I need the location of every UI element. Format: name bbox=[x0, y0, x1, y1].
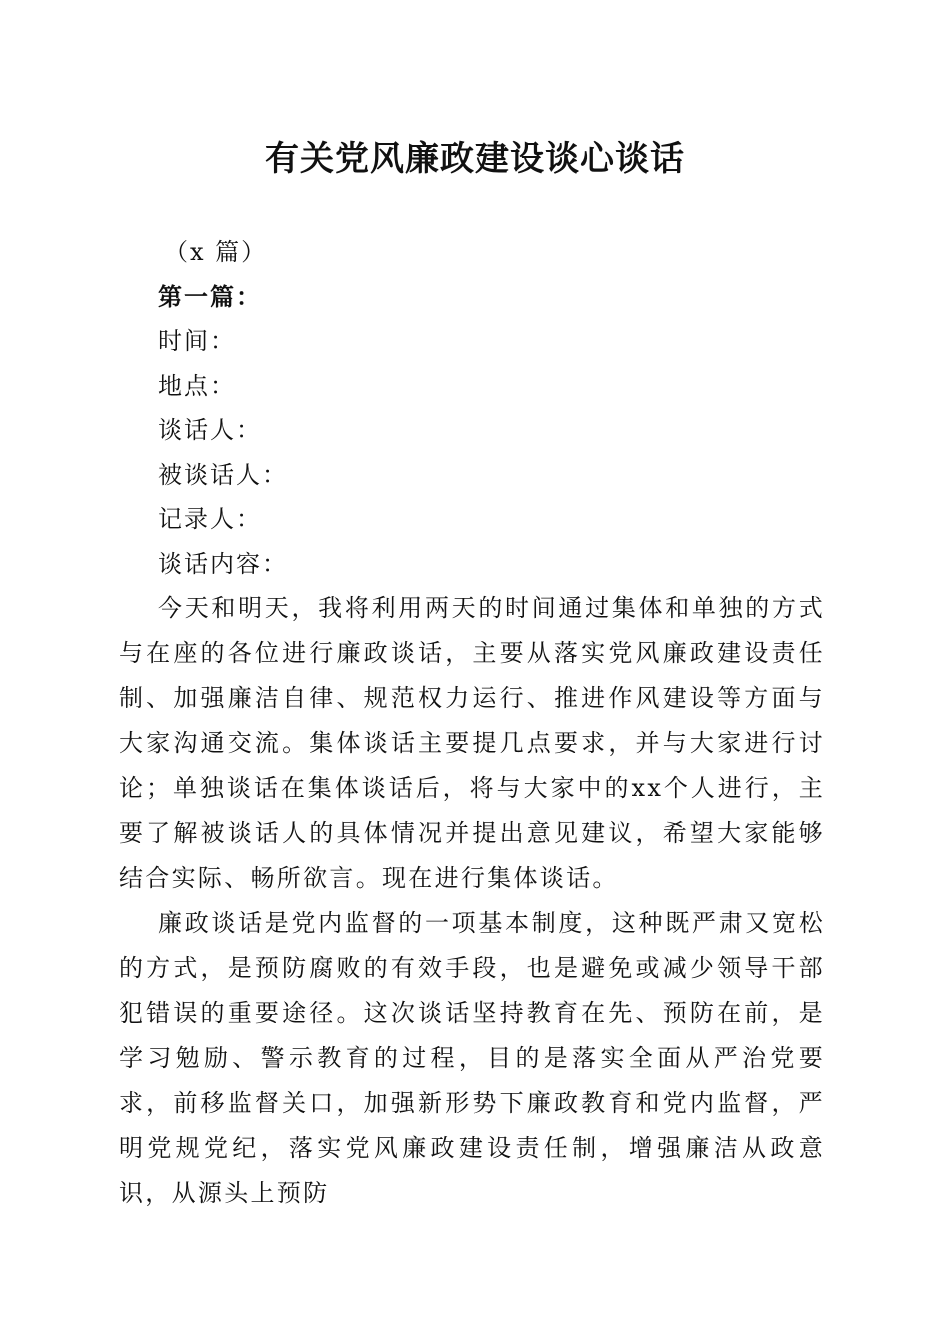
field-interviewer: 谈话人： bbox=[158, 416, 262, 444]
document-meta bbox=[158, 230, 858, 586]
volume-count: （x 篇） bbox=[164, 238, 268, 266]
section-heading: 第一篇： bbox=[158, 281, 262, 311]
document-title: 有关党风廉政建设谈心谈话 bbox=[265, 139, 685, 179]
field-time: 时间： bbox=[158, 327, 236, 355]
field-location: 地点： bbox=[158, 371, 236, 400]
body-paragraph: 今天和明天，我将利用两天的时间通过集体和单独的方式与在座的各位进行廉政谈话，主要从落实党风廉政建设责任制、加强廉洁自律、规范权力运行、推进作风建设等方面与大家沟通交流。集体谈话主要提几点要求，并与大家进行讨论；单独谈话在集体谈话后，将与大家中的xx个人进行，主要了解被谈话人的具体情况并提出意见建议，希望大家能够结合实际、畅所欲言。现在进行集体谈话。 bbox=[119, 594, 825, 892]
body-paragraph: 廉政谈话是党内监督的一项基本制度，这种既严肃又宽松的方式，是预防腐败的有效手段，也是避免或减少领导干部犯错误的重要途径。这次谈话坚持教育在先、预防在前，是学习勉励、警示教育的过程，目的是落实全面从严治党要求，前移监督关口，加强新形势下廉政教育和党内监督，严明党规党纪，落实党风廉政建设责任制，增强廉洁从政意识，从源头上预防 bbox=[119, 909, 825, 1207]
field-content: 谈话内容： bbox=[158, 549, 288, 578]
field-interviewee: 被谈话人： bbox=[158, 460, 288, 489]
field-recorder: 记录人： bbox=[158, 505, 262, 533]
document-body bbox=[119, 586, 825, 1216]
